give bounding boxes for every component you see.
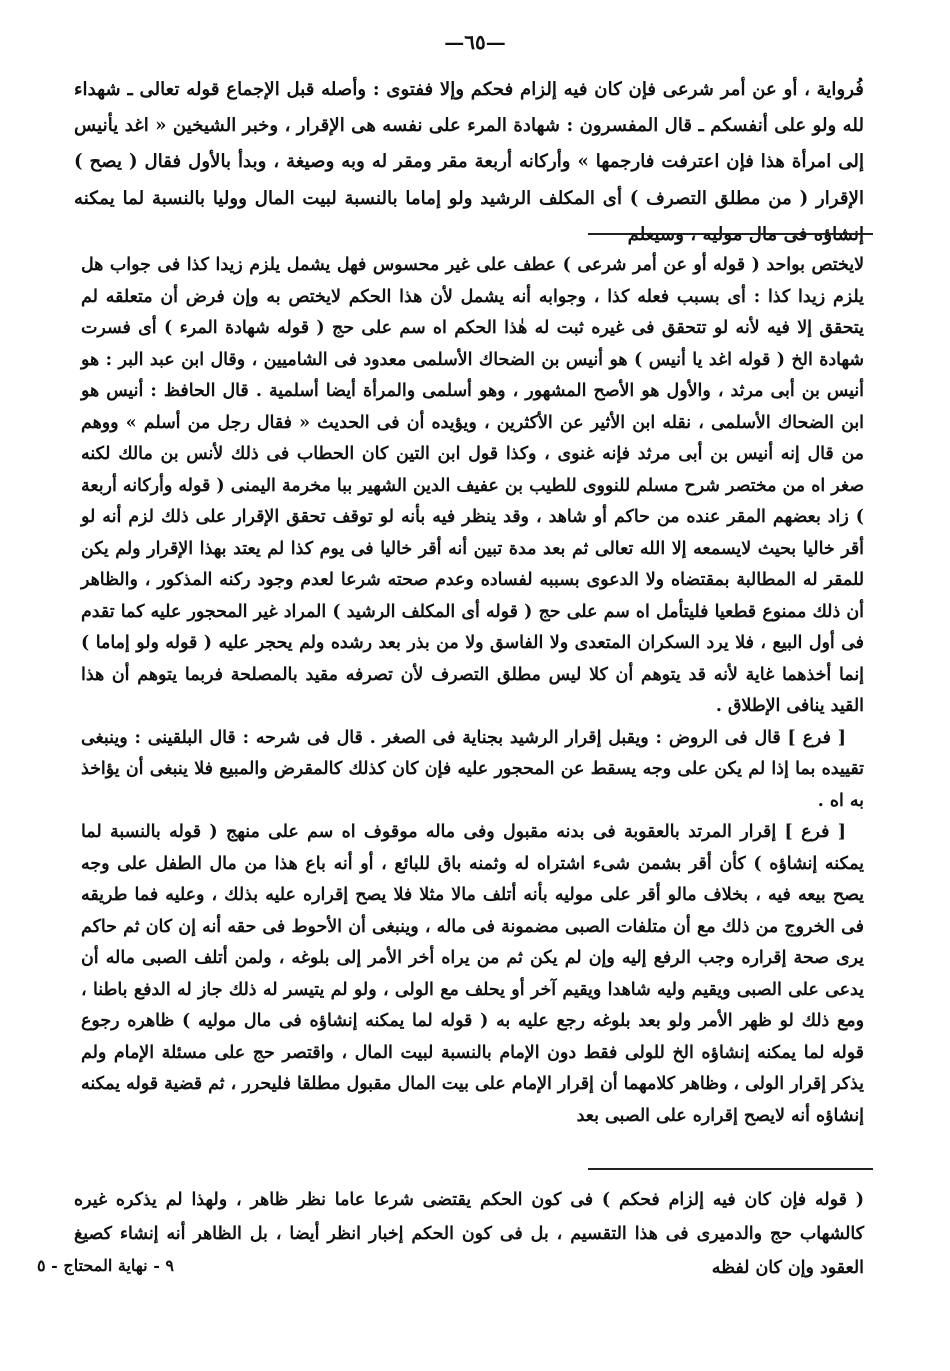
- page-number: —٦٥—: [444, 30, 506, 54]
- commentary-section: [81, 250, 864, 1132]
- footnote-separator: [588, 1168, 873, 1170]
- commentary-separator: [588, 233, 873, 235]
- footnote-paragraph: ( قوله فإن كان فيه إلزام فحكم ) فى كون الحكم يقتضى شرعا عاما نظر ظاهر ، ولهذا لم يذكره غيره كالشهاب حج والدميرى فى هذا التقسيم ، بل فى كون الحكم إخبار انظر أيضا ، بل الظاهر أنه إنشاء كصيغ العقود وإن كان لفظه: [74, 1190, 864, 1278]
- commentary-paragraph: لايختص بواحد ( قوله أو عن أمر شرعى ) عطف على غير محسوس فهل يشمل يلزم زيدا كذا فى جواب هل يلزم زيدا كذا : أى بسبب فعله كذا ، وجوابه أنه يشمل لأن هذا الحكم لايختص به وإن فرض أن متعلقه لم يتحقق إلا فيه لأنه لو تتحقق فى غيره ثبت له هٰذا الحكم اه سم على حج ( قوله شهادة المرء ) أى فسرت شهادة الخ ( قوله اغد يا أنيس ) هو أنيس بن الضحاك الأسلمى معدود فى الشاميين ، وقال ابن عبد البر : هو أنيس بن أبى مرثد ، والأول هو الأصح المشهور ، وهو أسلمى والمرأة أيضا أسلمية . قال الحافظ : أنيس هو ابن الضحاك الأسلمى ، نقله ابن الأثير عن الأكثرين ، ويؤيده أن فى الحديث « فقال رجل من أسلم » ووهم من قال إنه أنيس بن أبى مرثد فإنه غنوى ، وكذا قول ابن التين كان الحطاب فى ذلك لأنس بن مالك لكنه صغر اه من مختصر شرح مسلم للنووى للطيب بن عفيف الدين الشهير ببا مخرمة اليمنى ( قوله وأركانه أربعة ) زاد بعضهم المقر عنده من حاكم أو شاهد ، وقد ينظر فيه بأنه لو توقف تحقق الإقرار على ذلك لزم أنه لو أقر خاليا بحيث لايسمعه إلا الله تعالى ثم بعد مدة تبين أنه أقر خاليا فى يوم كذا لم يعتد بهذا الإقرار ولم يكن للمقر له المطالبة بمقتضاه ولا الدعوى بسببه لفساده وعدم صحته شرعا لعدم وجود ركنه المذكور ، والظاهر أن ذلك ممنوع قطعيا فليتأمل اه سم على حج ( قوله أى المكلف الرشيد ) المراد غير المحجور عليه كما تقدم فى أول البيع ، فلا يرد السكران المتعدى ولا الفاسق ولا من بذر بعد رشده ولم يحجر عليه ( قوله ولو إماما ) إنما أخذهما غاية لأنه قد يتوهم أن كلا ليس مطلق التصرف لأن تصرفه مقيد بالمصلحة فربما يتوهم أن هذا القيد ينافى الإطلاق .: [81, 255, 864, 716]
- commentary-branch-paragraph: [ فرع ] إقرار المرتد بالعقوبة فى بدنه مقبول وفى ماله موقوف اه سم على منهج ( قوله بالنسبة لما يمكنه إنشاؤه ) كأن أقر بشمن شىء اشتراه له وثمنه باق للبائع ، أو أنه باع هذا من مال الطفل على وجه يصح بيعه فيه ، بخلاف مالو أقر على موليه بأنه أتلف مالا مثلا فلا يصح إقراره عليه بذلك ، وعليه فما طريقه فى الخروج من ذلك مع أن متلفات الصبى مضمونة فى ماله ، وينبغى أن الأحوط فى حقه أنه إن كان ثم حاكم يرى صحة إقراره وجب الرفع إليه وإن لم يكن ثم من يراه أخر الأمر إلى بلوغه ، ولمن أتلف الصبى ماله أن يدعى على الصبى ويقيم وليه شاهدا ويقيم آخر أو يحلف مع الولى ، ولو لم يتيسر له ذلك جاز له الدفع باطنا ، ومع ذلك لو ظهر الأمر ولو بعد بلوغه رجع عليه به ( قوله لما يمكنه إنشاؤه فى مال موليه ) ظاهره رجوع قوله لما يمكنه إنشاؤه الخ للولى فقط دون الإمام بالنسبة لبيت المال ، واقتصر حج على مسئلة الإمام ولم يذكر إقرار الولى ، وظاهر كلامهما أن إقرار الإمام على بيت المال مقبول مطلقا فليحرر ، ثم قضية قوله يمكنه إنشاؤه أنه لايصح إقراره على الصبى بعد: [81, 822, 864, 1126]
- main-text: [74, 72, 864, 253]
- commentary-branch-paragraph: [ فرع ] قال فى الروض : ويقبل إقرار الرشيد بجناية فى الصغر . قال فى شرحه : قال البلقينى : وينبغى تقييده بما إذا لم يكن على وجه يسقط عن المحجور عليه فإن كان كذلك كالمقرض والمبيع فلا ينبغى أن يؤاخذ به اه .: [81, 727, 864, 811]
- footnote-section: [74, 1183, 864, 1285]
- main-text-paragraph: فُرواية ، أو عن أمر شرعى فإن كان فيه إلزام فحكم وإلا ففتوى : وأصله قبل الإجماع قوله تعالى ـ شهداء لله ولو على أنفسكم ـ قال المفسرون : شهادة المرء على نفسه هى الإقرار ، وخبر الشيخين « اغد يأنيس إلى امرأة هذا فإن اعترفت فارجمها » وأركانه أربعة مقر ومقر له وبه وصيغة ، وبدأ بالأول فقال ( يصح ) الإقرار ( من مطلق التصرف ) أى المكلف الرشيد ولو إماما بالنسبة لبيت المال ووليا بالنسبة لما يمكنه إنشاؤه فى مال موليه ، وسيعلم: [74, 79, 864, 245]
- printer-signature: ٩ - نهاية المحتاج - ٥: [37, 1256, 174, 1275]
